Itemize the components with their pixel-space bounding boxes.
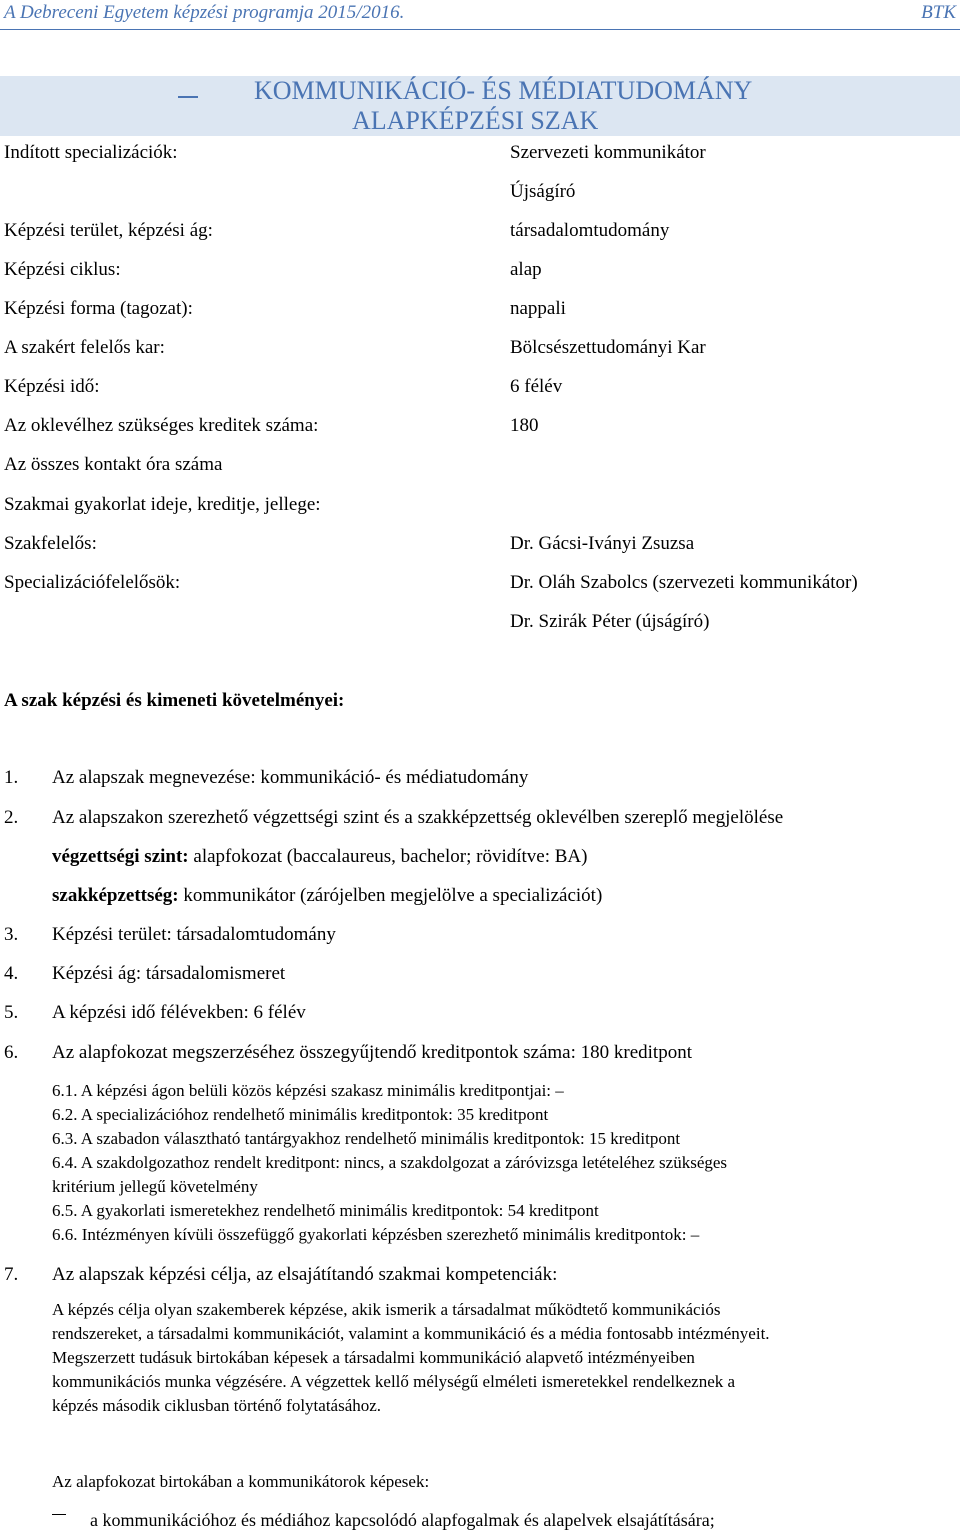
item-number: 1. [4, 767, 19, 788]
info-label: A szakért felelős kar: [4, 337, 165, 358]
item-number: 2. [4, 807, 19, 828]
goal-line: rendszereket, a társadalmi kommunikációt, valamint a kommunikáció és a média fontosabb intézményeit. [52, 1324, 770, 1343]
info-label: Szakmai gyakorlat ideje, kreditje, jellege: [4, 494, 321, 515]
info-label: Az oklevélhez szükséges kreditek száma: [4, 415, 319, 436]
degree-level-line [52, 845, 587, 869]
credit-subitem: 6.2. A specializációhoz rendelhető minimális kreditpontok: 35 kreditpont [52, 1105, 549, 1124]
item-text: Az alapszak megnevezése: kommunikáció- és médiatudomány [52, 767, 529, 788]
page-header [0, 0, 960, 28]
item-text: Képzési ág: társadalomismeret [52, 963, 286, 984]
title-dash [178, 96, 198, 98]
requirements-heading: A szak képzési és kimeneti követelményei: [4, 690, 345, 711]
info-value: társadalomtudomány [510, 220, 670, 241]
item-number: 5. [4, 1002, 19, 1023]
item-text: A képzési idő félévekben: 6 félév [52, 1002, 306, 1023]
info-value: 180 [510, 415, 539, 436]
item-text: Az alapszakon szerezhető végzettségi szint és a szakképzettség oklevélben szereplő megjelölése [52, 807, 784, 828]
header-divider [0, 29, 960, 30]
goal-line: kommunikációs munka végzésére. A végzettek kellő mélységű elméleti ismeretekkel rendelkeznek a [52, 1372, 736, 1391]
page-title-line1: KOMMUNIKÁCIÓ- ÉS MÉDIATUDOMÁNY [254, 76, 753, 105]
header-right: BTK [921, 2, 956, 23]
goal-paragraph [52, 1298, 932, 1418]
credit-subitem: kritérium jellegű követelmény [52, 1177, 258, 1196]
goal-line: képzés második ciklusban történő folytatásához. [52, 1396, 382, 1415]
info-value: 6 félév [510, 376, 563, 397]
info-label: Indított specializációk: [4, 142, 178, 163]
degree-level-label: végzettségi szint: [52, 846, 189, 867]
info-label: Képzési idő: [4, 376, 100, 397]
item-text: Képzési terület: társadalomtudomány [52, 924, 336, 945]
info-value: Újságíró [510, 181, 576, 202]
degree-level-value: alapfokozat (baccalaureus, bachelor; rövidítve: BA) [193, 846, 588, 867]
credit-subitem: 6.3. A szabadon választható tantárgyakhoz rendelhető minimális kreditpontok: 15 kreditpont [52, 1129, 681, 1148]
info-label: Specializációfelelősök: [4, 572, 181, 593]
goal-line: Megszerzett tudásuk birtokában képesek a társadalmi kommunikáció alapvető intézményeiben [52, 1348, 695, 1367]
item-number: 6. [4, 1042, 19, 1063]
item-number: 4. [4, 963, 19, 984]
competency-bullet: a kommunikációhoz és médiához kapcsolódó alapfogalmak és alapelvek elsajátítására; [90, 1510, 715, 1530]
credit-subitem: 6.6. Intézményen kívüli összefüggő gyakorlati képzésben szerezhető minimális kreditpontok: – [52, 1225, 700, 1244]
info-label: Szakfelelős: [4, 533, 97, 554]
info-label: Képzési ciklus: [4, 259, 121, 280]
bullet-dash [52, 1514, 66, 1515]
credit-subitem: 6.4. A szakdolgozathoz rendelt kreditpont: nincs, a szakdolgozat a záróvizsga letételéhez szükséges [52, 1153, 728, 1172]
goal-line: A képzés célja olyan szakemberek képzése, akik ismerik a társadalmat működtető kommunikációs [52, 1300, 721, 1319]
capable-intro-text: Az alapfokozat birtokában a kommunikátorok képesek: [52, 1472, 430, 1491]
info-value: Dr. Gácsi-Iványi Zsuzsa [510, 533, 695, 554]
item-text: Az alapszak képzési célja, az elsajátítandó szakmai kompetenciák: [52, 1264, 558, 1285]
info-label: Képzési terület, képzési ág: [4, 220, 213, 241]
qualification-line [52, 884, 602, 908]
info-value: Dr. Szirák Péter (újságíró) [510, 611, 710, 632]
header-left: A Debreceni Egyetem képzési programja 2015/2016. [4, 2, 405, 23]
info-label: Az összes kontakt óra száma [4, 454, 223, 475]
item-number: 3. [4, 924, 19, 945]
item-text: Az alapfokozat megszerzéséhez összegyűjtendő kreditpontok száma: 180 kreditpont [52, 1042, 692, 1063]
credit-subitem: 6.1. A képzési ágon belüli közös képzési szakasz minimális kreditpontjai: – [52, 1081, 564, 1100]
credit-subitem: 6.5. A gyakorlati ismeretekhez rendelhető minimális kreditpontok: 54 kreditpont [52, 1201, 599, 1220]
qualification-label: szakképzettség: [52, 885, 179, 906]
page-title-line2: ALAPKÉPZÉSI SZAK [352, 106, 599, 135]
info-value: Dr. Oláh Szabolcs (szervezeti kommunikátor) [510, 572, 858, 593]
info-label: Képzési forma (tagozat): [4, 298, 193, 319]
item-number: 7. [4, 1264, 19, 1285]
qualification-value: kommunikátor (zárójelben megjelölve a specializációt) [183, 885, 603, 906]
info-value: alap [510, 259, 542, 280]
info-value: Szervezeti kommunikátor [510, 142, 706, 163]
info-value: nappali [510, 298, 566, 319]
info-value: Bölcsészettudományi Kar [510, 337, 706, 358]
capable-intro [52, 1470, 932, 1494]
